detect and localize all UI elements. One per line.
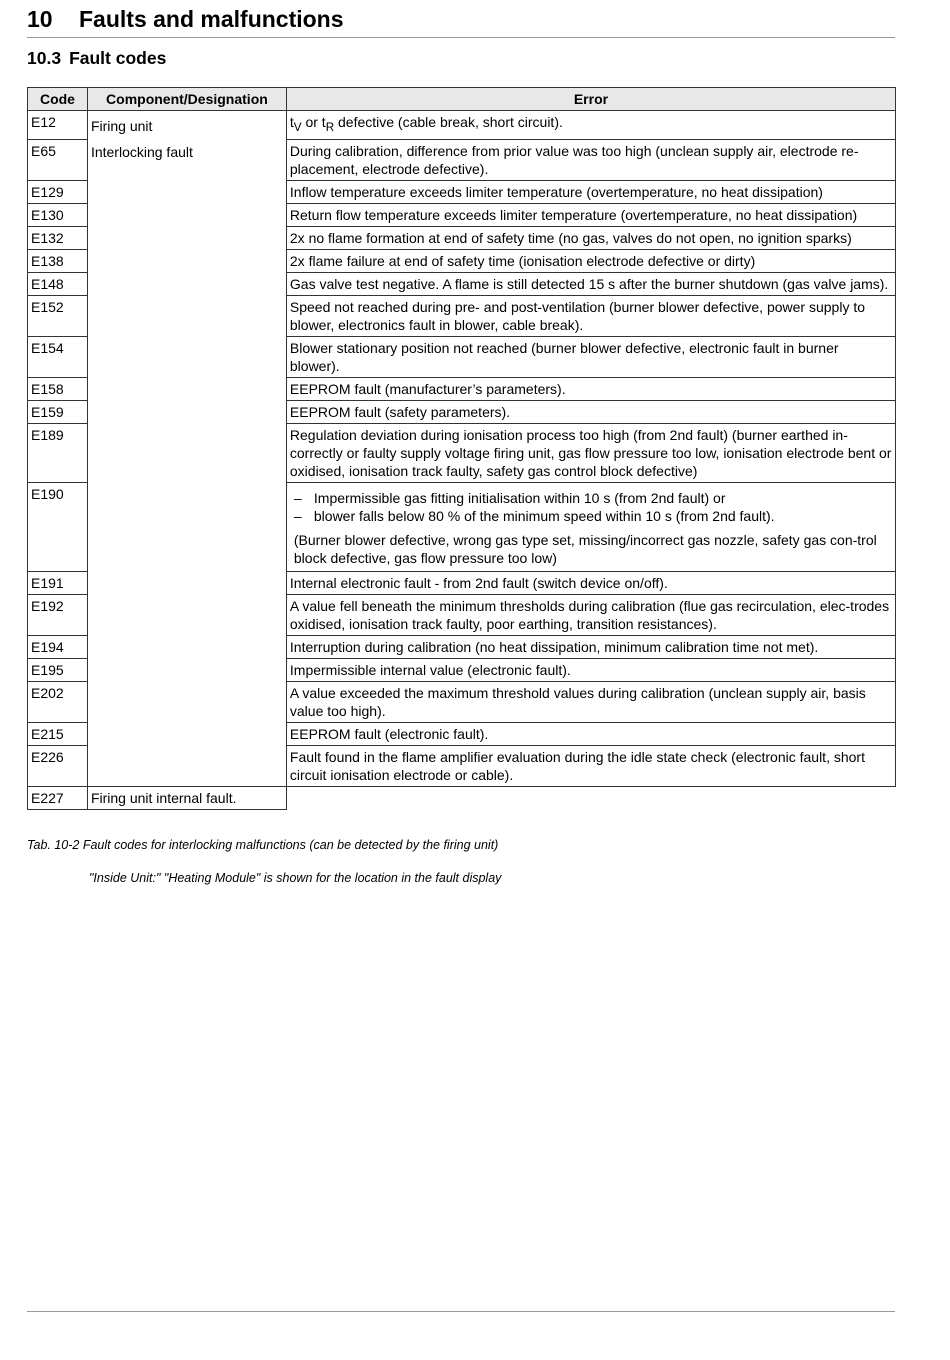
fault-error — [286, 111, 895, 140]
subscript-v: V — [293, 120, 302, 134]
fault-error: EEPROM fault (manufacturer’s parameters). — [286, 377, 895, 400]
component-line-firing-unit: Firing unit — [90, 118, 153, 134]
fault-error: Firing unit internal fault. — [87, 786, 286, 809]
fault-error: EEPROM fault (safety parameters). — [286, 400, 895, 423]
fault-code: E202 — [28, 681, 88, 722]
fault-code: E132 — [28, 226, 88, 249]
table-row — [28, 111, 896, 140]
page-header — [27, 4, 895, 38]
table-caption: Tab. 10-2 Fault codes for interlocking malfunctions (can be detected by the firing unit) — [27, 838, 499, 852]
fault-error: Inflow temperature exceeds limiter temperature (overtemperature, no heat dissipation) — [286, 180, 895, 203]
fault-error: Internal electronic fault - from 2nd fault (switch device on/off). — [286, 571, 895, 594]
fault-code: E189 — [28, 423, 88, 482]
fault-code: E154 — [28, 336, 88, 377]
dash-list — [290, 489, 892, 525]
fault-error: 2x flame failure at end of safety time (ionisation electrode defective or dirty) — [286, 249, 895, 272]
fault-error — [286, 482, 895, 571]
fault-error: Interruption during calibration (no heat dissipation, minimum calibration time not met). — [286, 635, 895, 658]
fault-note: (Burner blower defective, wrong gas type set, missing/incorrect gas nozzle, safety gas con-trol block defective, gas flow pressure too low) — [293, 531, 877, 566]
fault-error: 2x no flame formation at end of safety time (no gas, valves do not open, no ignition sparks) — [286, 226, 895, 249]
fault-error: Fault found in the flame amplifier evaluation during the idle state check (electronic fault, short circuit ionisation electrode or cable). — [286, 745, 895, 786]
fault-error: EEPROM fault (electronic fault). — [286, 722, 895, 745]
fault-error: During calibration, difference from prior value was too high (unclean supply air, electrode re-placement, electrode defective). — [286, 139, 895, 180]
fault-code: E192 — [28, 594, 88, 635]
fault-code: E129 — [28, 180, 88, 203]
fault-code: E159 — [28, 400, 88, 423]
fault-code: E226 — [28, 745, 88, 786]
section-title — [27, 48, 166, 69]
fault-code: E195 — [28, 658, 88, 681]
fault-code: E12 — [28, 111, 88, 140]
fault-code: E194 — [28, 635, 88, 658]
fault-error: Return flow temperature exceeds limiter temperature (overtemperature, no heat dissipation) — [286, 203, 895, 226]
fault-codes-table — [27, 87, 896, 810]
component-line-interlocking-fault: Interlocking fault — [90, 144, 193, 160]
fault-code: E190 — [28, 482, 88, 571]
error-text-rest: defective (cable break, short circuit). — [334, 114, 563, 130]
chapter-number: 10 — [27, 6, 53, 32]
fault-code: E152 — [28, 295, 88, 336]
subscript-r: R — [325, 120, 335, 134]
component-designation — [87, 111, 286, 787]
error-text-or-t: or t — [301, 114, 326, 130]
table-header-row — [28, 88, 896, 111]
column-header-code: Code — [28, 88, 88, 111]
fault-code: E138 — [28, 249, 88, 272]
error-text-t: t — [289, 114, 294, 130]
location-note: "Inside Unit:" "Heating Module" is shown for the location in the fault display — [89, 871, 502, 885]
fault-code: E191 — [28, 571, 88, 594]
fault-error: Impermissible internal value (electronic fault). — [286, 658, 895, 681]
section-number: 10.3 — [27, 48, 62, 68]
fault-error: A value exceeded the maximum threshold values during calibration (unclean supply air, basis value too high). — [286, 681, 895, 722]
fault-error: Blower stationary position not reached (burner blower defective, electronic fault in burner blower). — [286, 336, 895, 377]
fault-code: E215 — [28, 722, 88, 745]
chapter-title: Faults and malfunctions — [79, 6, 344, 32]
fault-error: Gas valve test negative. A flame is still detected 15 s after the burner shutdown (gas valve jams). — [286, 272, 895, 295]
column-header-error: Error — [286, 88, 895, 111]
fault-error: Regulation deviation during ionisation process too high (from 2nd fault) (burner earthed in-correctly or faulty supply voltage firing unit, gas flow pressure too low, ionisation electrode bent or oxidised, ionisation track faulty, safety gas control block defective) — [286, 423, 895, 482]
section-title-text: Fault codes — [69, 48, 167, 68]
list-item: – blower falls below 80 % of the minimum speed within 10 s (from 2nd fault). — [290, 507, 892, 525]
fault-code: E158 — [28, 377, 88, 400]
fault-code: E130 — [28, 203, 88, 226]
list-item: – Impermissible gas fitting initialisation within 10 s (from 2nd fault) or — [290, 489, 892, 507]
fault-error: A value fell beneath the minimum thresholds during calibration (flue gas recirculation, elec-trodes oxidised, ionisation track faulty, poor earthing, transition resistances). — [286, 594, 895, 635]
footer-rule — [27, 1311, 895, 1312]
fault-code: E227 — [28, 786, 88, 809]
fault-code: E148 — [28, 272, 88, 295]
column-header-component: Component/Designation — [87, 88, 286, 111]
table-row — [28, 786, 896, 809]
fault-error: Speed not reached during pre- and post-ventilation (burner blower defective, power supply to blower, electronics fault in blower, cable break). — [286, 295, 895, 336]
fault-code: E65 — [28, 139, 88, 180]
